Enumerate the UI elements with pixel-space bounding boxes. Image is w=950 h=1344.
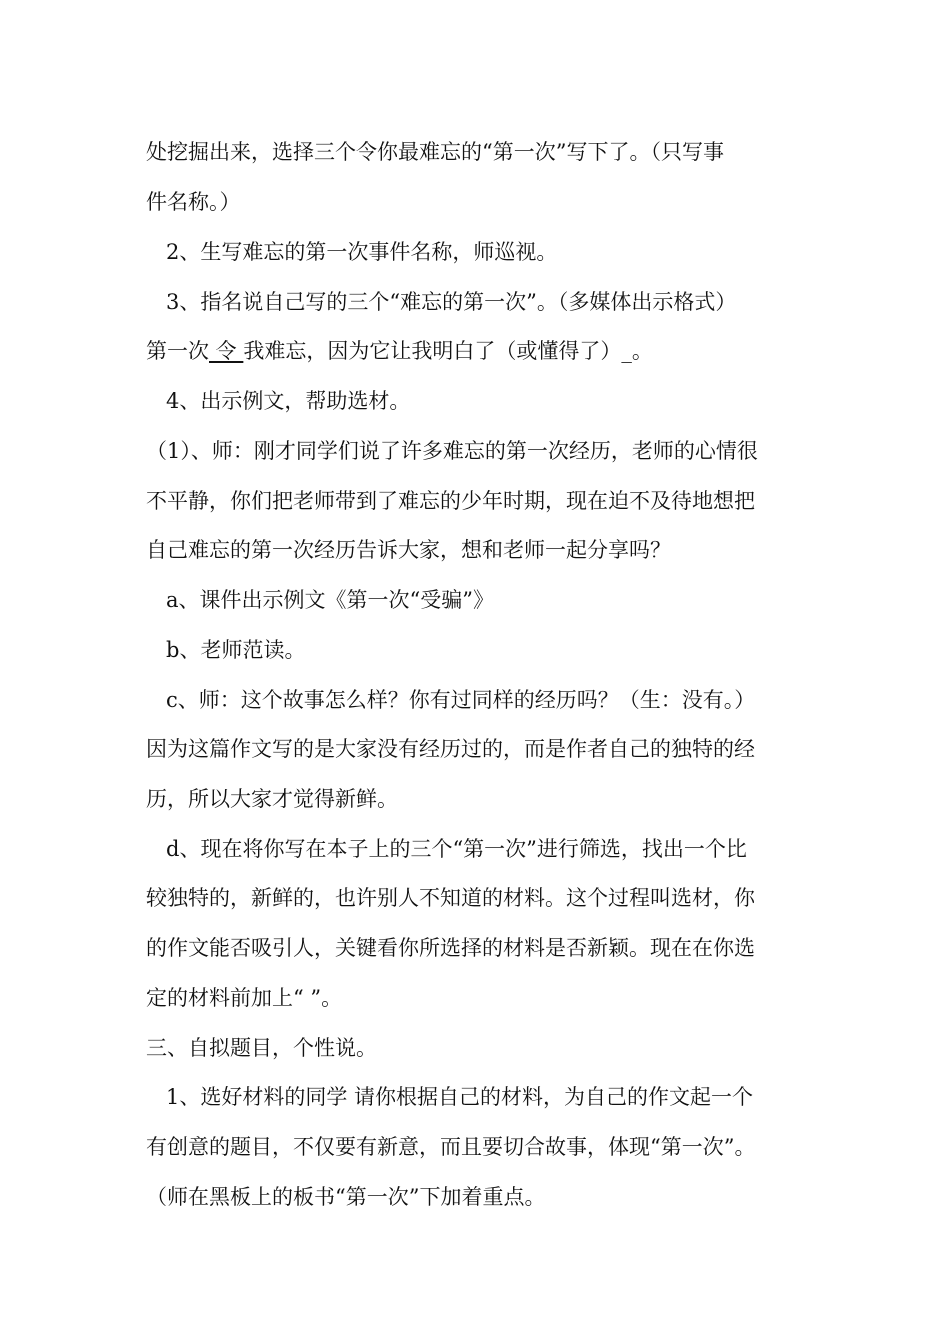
format-middle: 我难忘，因为它让我明白了（或懂得了）	[243, 339, 622, 363]
text-line: 较独特的，新鲜的，也许别人不知道的材料。这个过程叫选材，你	[146, 886, 755, 910]
text-line: 3、指名说自己写的三个“难忘的第一次”。（多媒体出示格式）	[166, 290, 737, 314]
text-line: d、现在将你写在本子上的三个“第一次”进行筛选，找出一个比	[166, 837, 747, 861]
text-line: 自己难忘的第一次经历告诉大家，想和老师一起分享吗？	[146, 538, 671, 562]
section-heading: 三、自拟题目，个性说。	[146, 1036, 377, 1060]
text-line: b、老师范读。	[166, 638, 306, 662]
text-line: （师在黑板上的板书“第一次”下加着重点。	[146, 1185, 546, 1209]
text-line: 不平静，你们把老师带到了难忘的少年时期，现在迫不及待地想把	[146, 489, 755, 513]
format-line	[146, 336, 836, 366]
text-line: 1、选好材料的同学 请你根据自己的材料，为自己的作文起一个	[166, 1085, 754, 1109]
text-line: a、课件出示例文《第一次“受骗”》	[166, 588, 494, 612]
text-line: 2、生写难忘的第一次事件名称，师巡视。	[166, 240, 558, 264]
format-suffix: 。	[631, 339, 653, 363]
text-line: 历，所以大家才觉得新鲜。	[146, 787, 398, 811]
text-line: 的作文能否吸引人，关键看你所选择的材料是否新颖。现在在你选	[146, 936, 755, 960]
text-line: 件名称。）	[146, 190, 241, 214]
text-line: c、师：这个故事怎么样？你有过同样的经历吗？（生：没有。）	[166, 688, 756, 712]
format-prefix: 第一次	[146, 339, 209, 363]
format-underlined-word: 令	[209, 339, 244, 363]
text-line: 因为这篇作文写的是大家没有经历过的，而是作者自己的独特的经	[146, 737, 755, 761]
text-line: 定的材料前加上“ ”。	[146, 986, 343, 1010]
text-line: 有创意的题目，不仅要有新意，而且要切合故事，体现“第一次”。	[146, 1135, 756, 1159]
text-line: 4、出示例文，帮助选材。	[166, 389, 411, 413]
text-line: （1）、师：刚才同学们说了许多难忘的第一次经历，老师的心情很	[146, 439, 758, 463]
text-line: 处挖掘出来，选择三个令你最难忘的“第一次”写下了。（只写事	[146, 140, 724, 164]
format-blank: _	[621, 339, 632, 363]
